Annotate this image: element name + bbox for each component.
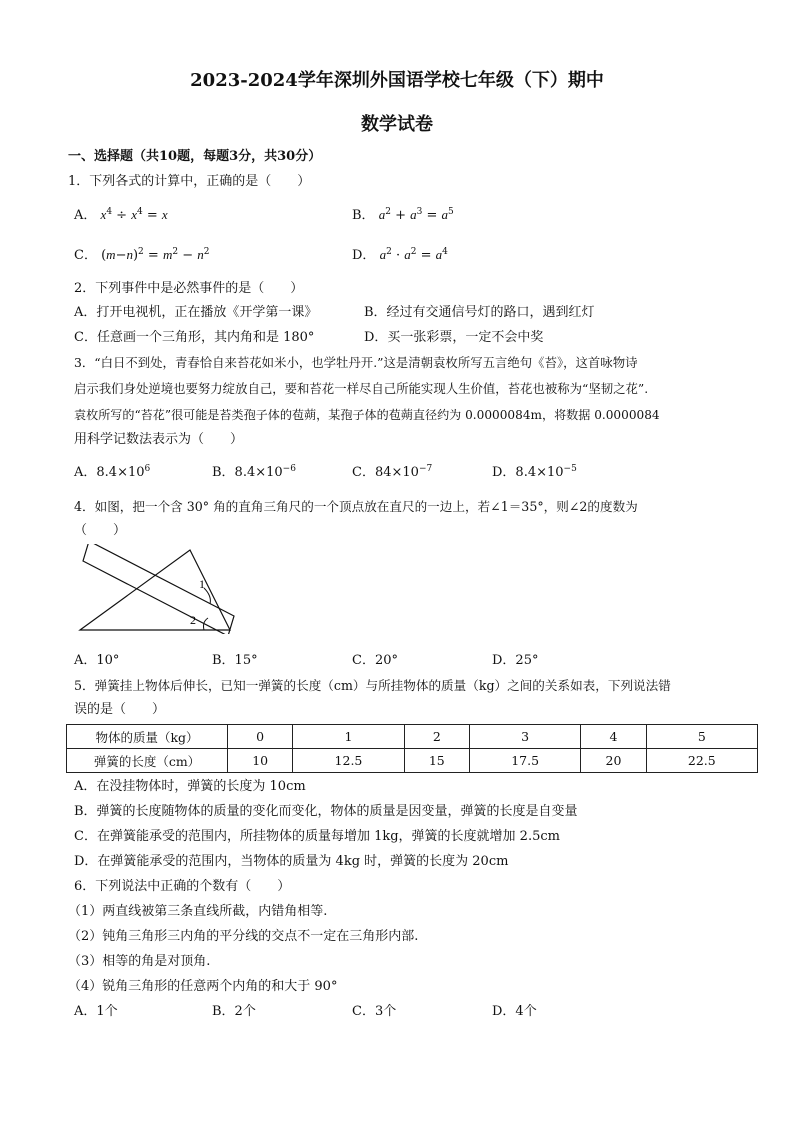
q3-option-a — [74, 464, 150, 482]
q3-option-a-label: A．8.4×10 — [74, 465, 145, 480]
q1-option-c: C． $(m-n)^2 = m^2 - n^2$ — [74, 247, 210, 263]
q3-option-c-exp: −7 — [418, 464, 433, 474]
q3-option-a-exp: 6 — [144, 464, 151, 474]
table-cell: 2 — [404, 725, 469, 749]
q2-option-c: C．任意画一个三角形，其内角和是 180° — [74, 330, 315, 345]
table-cell: 22.5 — [646, 749, 757, 773]
table-cell: 20 — [581, 749, 646, 773]
q3-option-d — [492, 464, 577, 482]
q3-option-b-exp: −6 — [282, 464, 296, 474]
q4-option-d: D．25° — [492, 653, 539, 668]
q1-option-b: B． $a^2 + a^3 = a^5$ — [352, 207, 454, 223]
q3-option-d-label: D．8.4×10 — [492, 465, 564, 480]
q5-line-1: 5．弹簧挂上物体后伸长，已知一弹簧的长度（cm）与所挂物体的质量（kg）之间的关系如表，下列说法错 — [74, 678, 671, 693]
q1-stem: 1．下列各式的计算中，正确的是（ ） — [68, 174, 311, 189]
table-row — [67, 725, 758, 749]
table-cell: 12.5 — [293, 749, 404, 773]
q3-line-3: 袁枚所写的“苔花”很可能是苔类孢子体的苞蒴，某孢子体的苞蒴直径约为 0.0000084m，将数据 0.0000084 — [74, 408, 660, 422]
exam-title: 2023-2024学年深圳外国语学校七年级（下）期中 — [190, 70, 604, 91]
q2-option-a: A．打开电视机，正在播放《开学第一课》 — [74, 305, 318, 320]
table-row — [67, 749, 758, 773]
q4-figure — [74, 544, 264, 634]
q5-table — [66, 724, 758, 773]
q6-option-b: B．2个 — [212, 1004, 256, 1019]
table-cell: 5 — [646, 725, 757, 749]
table-cell: 物体的质量（kg） — [67, 725, 228, 749]
q5-option-d: D．在弹簧能承受的范围内，当物体的质量为 4kg 时，弹簧的长度为 20cm — [74, 854, 509, 869]
q5-option-c: C．在弹簧能承受的范围内，所挂物体的质量每增加 1kg，弹簧的长度就增加 2.5cm — [74, 829, 560, 844]
q5-option-a: A．在没挂物体时，弹簧的长度为 10cm — [74, 779, 306, 794]
q6-option-a: A．1个 — [74, 1004, 118, 1019]
q4-option-b: B．15° — [212, 653, 258, 668]
q3-option-c-label: C．84×10 — [352, 465, 419, 480]
q3-option-c — [352, 464, 432, 482]
angle-2-label: 2 — [190, 613, 196, 627]
q2-option-d: D．买一张彩票，一定不会中奖 — [364, 330, 544, 345]
q4-option-a: A．10° — [74, 653, 120, 668]
q6-stem: 6．下列说法中正确的个数有（ ） — [74, 879, 291, 894]
q3-line-4: 用科学记数法表示为（ ） — [74, 432, 244, 447]
q5-line-2: 误的是（ ） — [74, 702, 166, 717]
table-cell: 1 — [293, 725, 404, 749]
q3-option-d-exp: −5 — [563, 464, 577, 474]
q5-option-b: B．弹簧的长度随物体的质量的变化而变化，物体的质量是因变量，弹簧的长度是自变量 — [74, 804, 578, 819]
q1-option-b-label: B． — [352, 208, 375, 223]
q6-statement-2: （2）钝角三角形三内角的平分线的交点不一定在三角形内部. — [68, 929, 419, 944]
section-heading: 一、选择题（共10题，每题3分，共30分） — [68, 149, 322, 164]
q1-option-a: A． $x^4 \div x^4 = x$ — [74, 207, 168, 223]
q1-option-d-label: D． — [352, 248, 376, 263]
q6-statement-3: （3）相等的角是对顶角. — [68, 954, 211, 969]
q1-option-a-label: A． — [74, 208, 97, 223]
straight-ruler — [83, 544, 234, 634]
exam-subtitle: 数学试卷 — [361, 114, 433, 135]
q3-line-1: 3．“白日不到处，青春恰自来苔花如米小，也学牡丹开.”这是清朝袁枚所写五言绝句《苔》，这首咏物诗 — [74, 355, 638, 370]
q6-option-c: C．3个 — [352, 1004, 397, 1019]
q6-statement-4: （4）锐角三角形的任意两个内角的和大于 90° — [68, 979, 338, 994]
table-cell: 17.5 — [469, 749, 580, 773]
table-cell: 0 — [228, 725, 293, 749]
q6-statement-1: （1）两直线被第三条直线所截，内错角相等. — [68, 904, 328, 919]
q6-option-d: D．4个 — [492, 1004, 537, 1019]
q3-line-2: 启示我们身处逆境也要努力绽放自己，要和苔花一样尽自己所能实现人生价值，苔花也被称为“坚韧之花”. — [74, 381, 649, 396]
q1-option-d: D． $a^2 \cdot a^2 = a^4$ — [352, 247, 448, 263]
q4-line-2: （ ） — [74, 523, 127, 538]
q1-option-c-label: C． — [74, 248, 97, 263]
table-cell: 3 — [469, 725, 580, 749]
q4-line-1: 4．如图，把一个含 30° 角的直角三角尺的一个顶点放在直尺的一边上，若∠1＝35°，则∠2的度数为 — [74, 499, 638, 514]
table-cell: 10 — [228, 749, 293, 773]
q2-stem: 2．下列事件中是必然事件的是（ ） — [74, 281, 304, 296]
angle-1-label: 1 — [199, 577, 205, 591]
q3-option-b-label: B．8.4×10 — [212, 465, 283, 480]
q3-option-b — [212, 464, 296, 482]
table-cell: 15 — [404, 749, 469, 773]
table-cell: 弹簧的长度（cm） — [67, 749, 228, 773]
q4-option-c: C．20° — [352, 653, 398, 668]
table-cell: 4 — [581, 725, 646, 749]
q2-option-b: B．经过有交通信号灯的路口，遇到红灯 — [364, 305, 595, 320]
